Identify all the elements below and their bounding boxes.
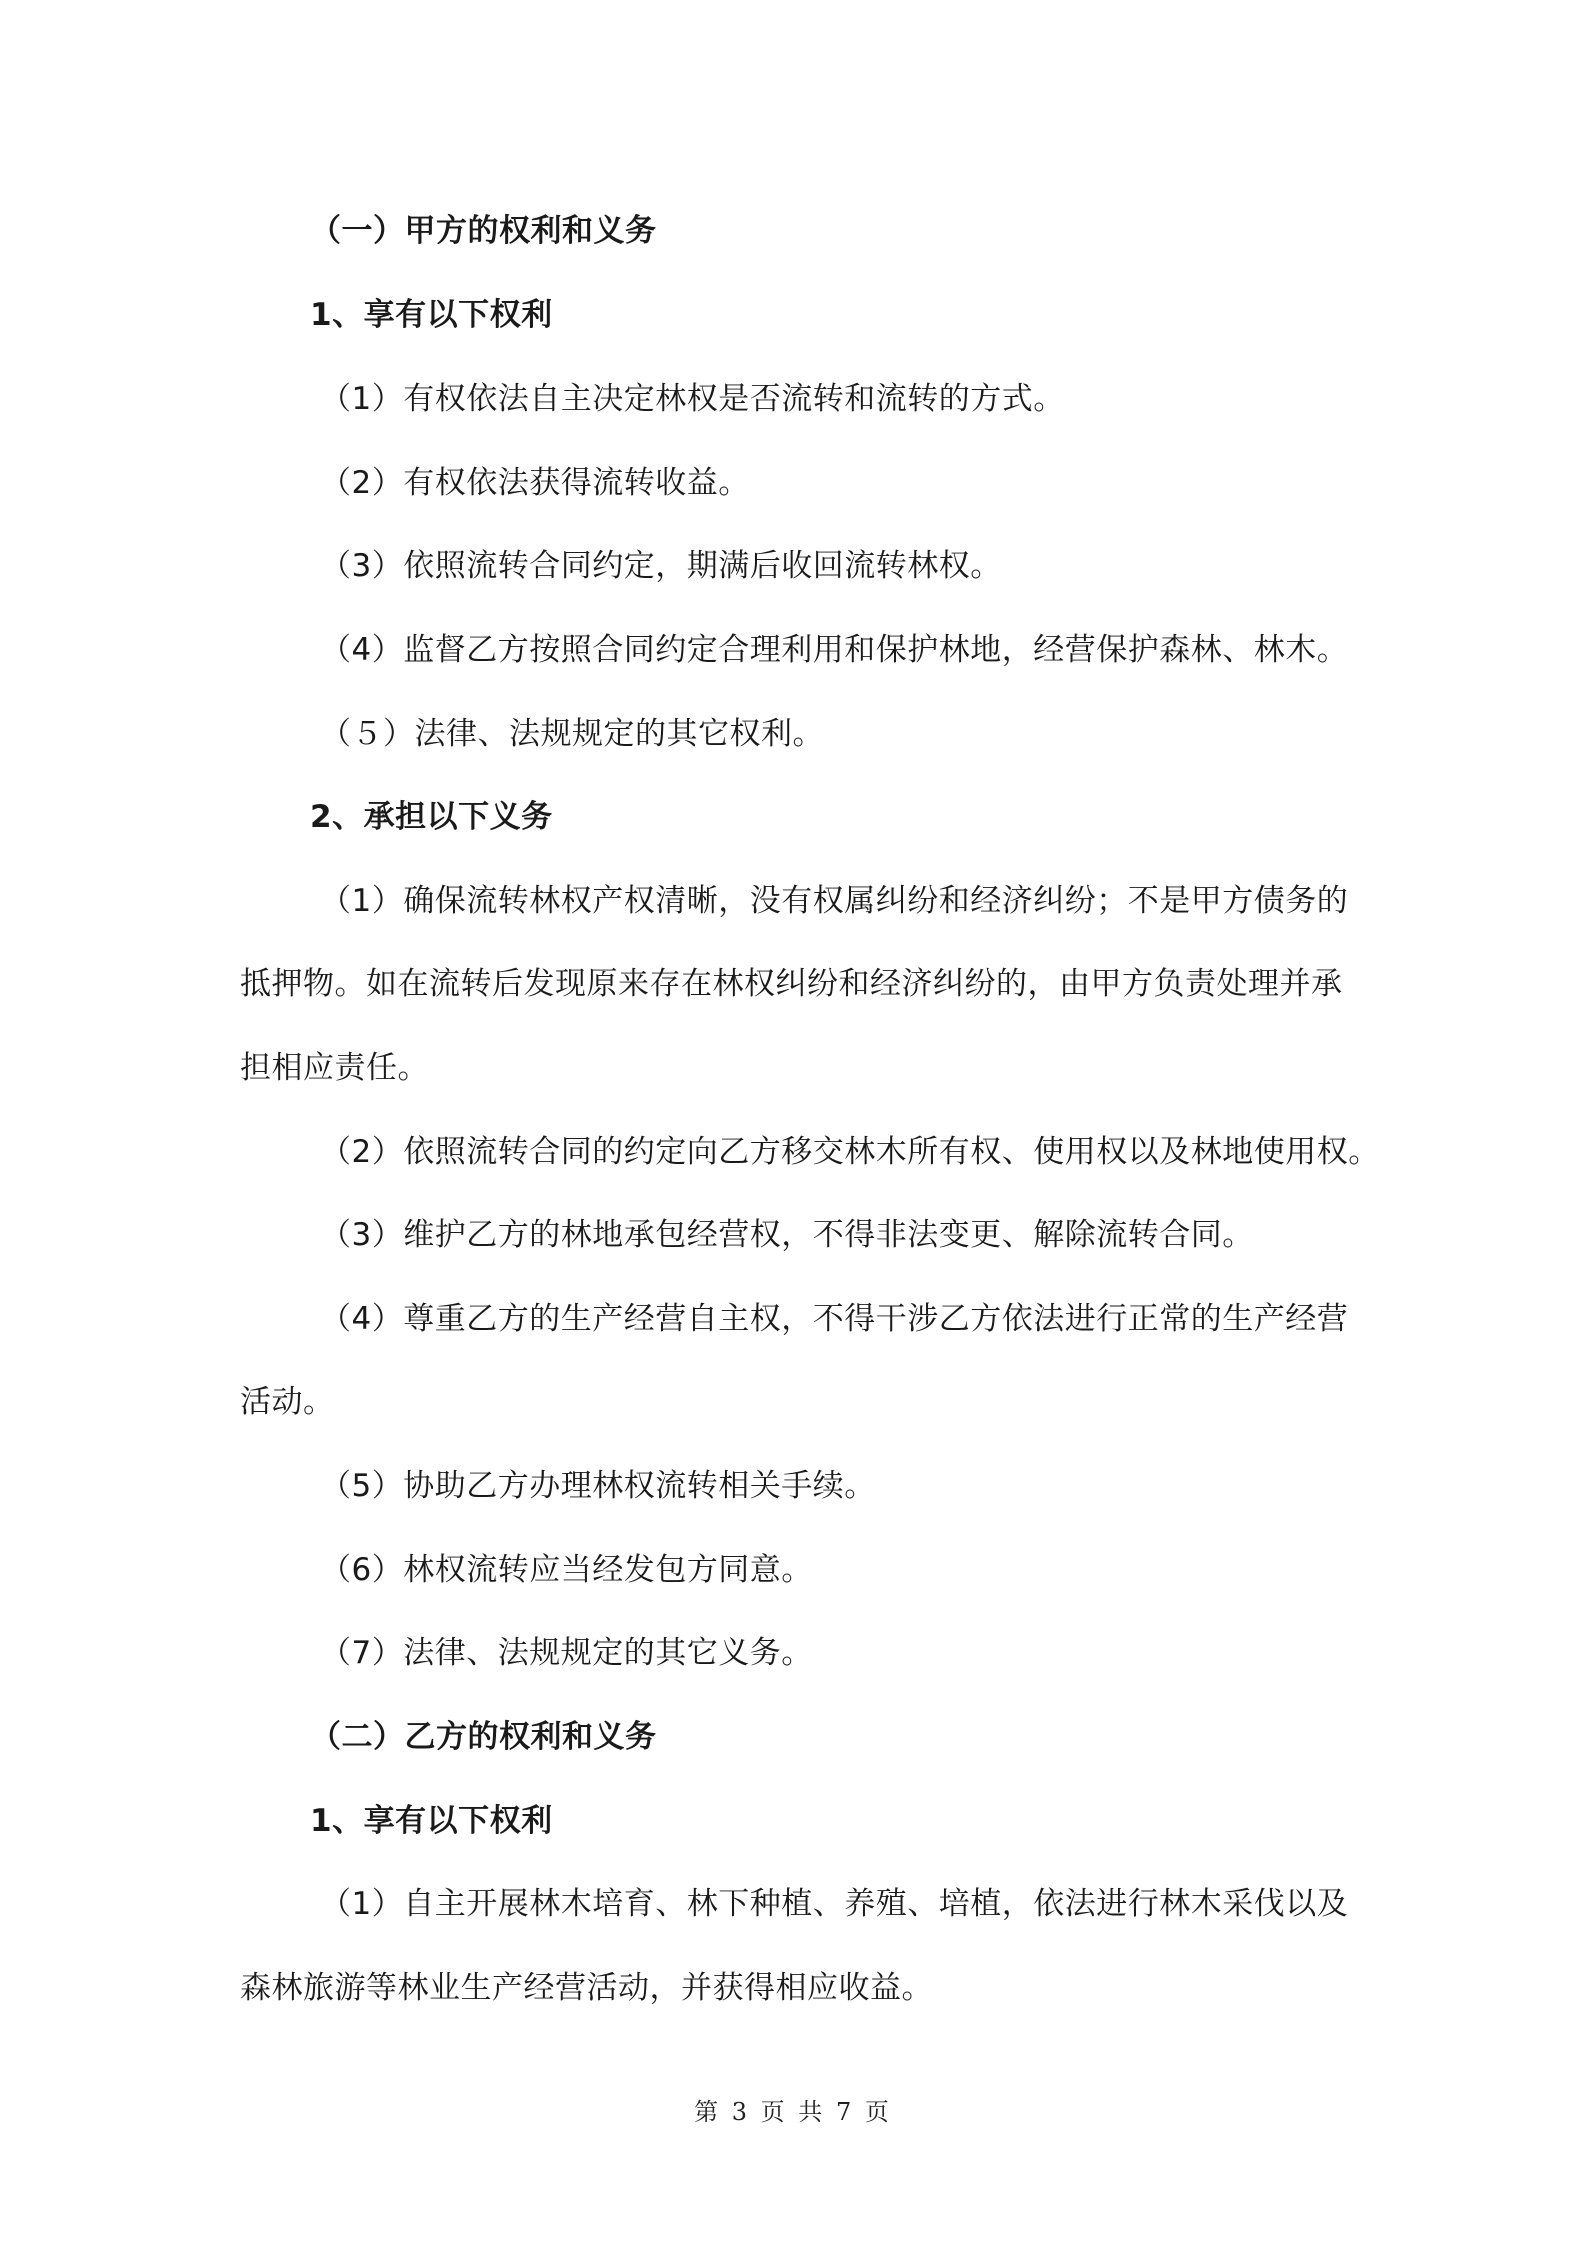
list-item: （５）法律、法规规定的其它权利。 <box>320 716 824 752</box>
list-item: （1）自主开展林木培育、林下种植、养殖、培植，依法进行林木采伐以及 <box>320 1886 1349 1922</box>
list-item-continuation: 活动。 <box>240 1384 335 1420</box>
list-item-continuation: 抵押物。如在流转后发现原来存在林权纠纷和经济纠纷的，由甲方负责处理并承 <box>240 966 1343 1002</box>
list-item: （5）协助乙方办理林权流转相关手续。 <box>320 1468 876 1504</box>
list-item-continuation: 担相应责任。 <box>240 1050 429 1086</box>
list-item: （1）确保流转林权产权清晰，没有权属纠纷和经济纠纷；不是甲方债务的 <box>320 883 1349 919</box>
section-title-party-a: （一）甲方的权利和义务 <box>310 213 657 249</box>
list-item: （2）有权依法获得流转收益。 <box>320 465 750 501</box>
list-item: （7）法律、法规规定的其它义务。 <box>320 1635 813 1671</box>
rights-heading: 1、享有以下权利 <box>310 1803 553 1839</box>
list-item-continuation: 森林旅游等林业生产经营活动，并获得相应收益。 <box>240 1970 933 2006</box>
list-item: （3）依照流转合同约定，期满后收回流转林权。 <box>320 548 1002 584</box>
list-item: （4）尊重乙方的生产经营自主权，不得干涉乙方依法进行正常的生产经营 <box>320 1301 1349 1337</box>
list-item: （6）林权流转应当经发包方同意。 <box>320 1552 813 1588</box>
list-item: （1）有权依法自主决定林权是否流转和流转的方式。 <box>320 381 1065 417</box>
list-item: （2）依照流转合同的约定向乙方移交林木所有权、使用权以及林地使用权。 <box>320 1134 1380 1170</box>
list-item: （3）维护乙方的林地承包经营权，不得非法变更、解除流转合同。 <box>320 1217 1254 1253</box>
duties-heading: 2、承担以下义务 <box>310 799 553 835</box>
list-item: （4）监督乙方按照合同约定合理利用和保护林地，经营保护森林、林木。 <box>320 632 1349 668</box>
section-title-party-b: （二）乙方的权利和义务 <box>310 1719 657 1755</box>
rights-heading: 1、享有以下权利 <box>310 297 553 333</box>
page-number-footer: 第 3 页 共 7 页 <box>694 2098 892 2126</box>
